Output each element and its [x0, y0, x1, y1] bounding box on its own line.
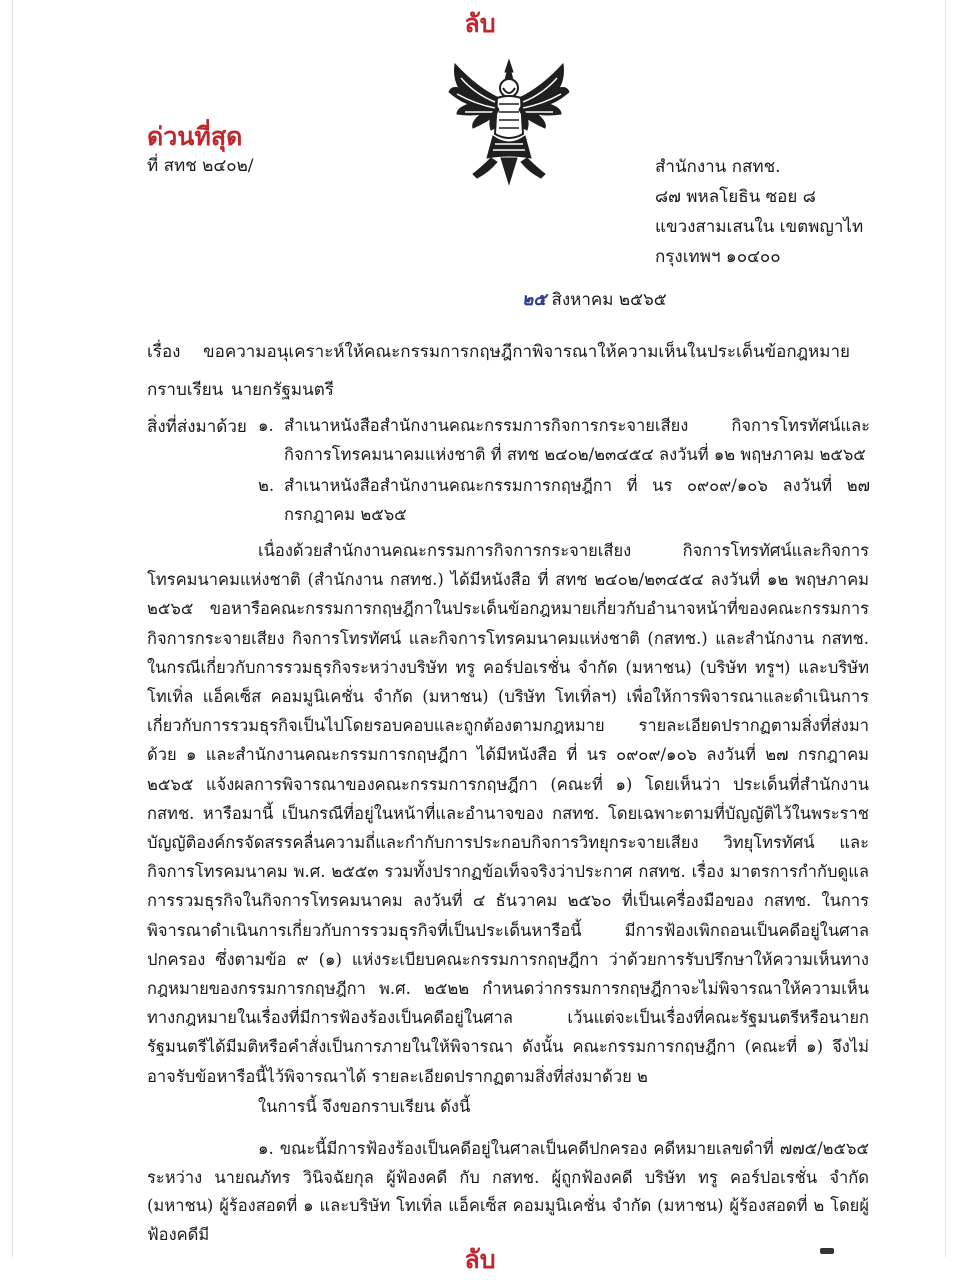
- enclosure-text: สำเนาหนังสือสำนักงานคณะกรรมการกฤษฎีกา ที่ นร ๐๙๐๙/๑๐๖ ลงวันที่ ๒๗ กรกฎาคม ๒๕๖๕: [284, 476, 870, 524]
- letter-date: [522, 286, 667, 313]
- date-day: ๒๕: [522, 290, 547, 310]
- subject-text: ขอความอนุเคราะห์ให้คณะกรรมการกฤษฎีกาพิจารณาให้ความเห็นในประเด็นข้อกฎหมาย: [203, 342, 850, 362]
- addressee-text: นายกรัฐมนตรี: [231, 380, 334, 400]
- enclosure-item: [258, 411, 870, 469]
- body-paragraph: เนื่องด้วยสำนักงานคณะกรรมการกิจการกระจายเสียง กิจการโทรทัศน์และกิจการโทรคมนาคมแห่งชาติ (สำนักงาน กสทช.) ได้มีหนังสือ ที่ สทช ๒๔๐๒/๒๓๔๕๔ ลงวันที่ ๑๒ พฤษภาคม ๒๕๖๕ ขอหารือคณะกรรมการกฤษฎีกาในประเด็นข้อกฎหมายเกี่ยวกับอำนาจหน้าที่ของคณะกรรมการกิจการกระจายเสียง กิจการโทรทัศน์ และกิจการโทรคมนาคมแห่งชาติ (กสทช.) และสำนักงาน กสทช. ในกรณีเกี่ยวกับการรวมธุรกิจระหว่างบริษัท ทรู คอร์ปอเรชั่น จำกัด (มหาชน) (บริษัท ทรูฯ) และบริษัท โทเทิ่ล แอ็คเซ็ส คอมมูนิเคชั่น จำกัด (มหาชน) (บริษัท โทเทิ่ลฯ) เพื่อให้การพิจารณาและดำเนินการเกี่ยวกับการรวมธุรกิจเป็นไปโดยรอบคอบและถูกต้องตามกฎหมาย รายละเอียดปรากฏตามสิ่งที่ส่งมาด้วย ๑ และสำนักงานคณะกรรมการกฤษฎีกา ได้มีหนังสือ ที่ นร ๐๙๐๙/๑๐๖ ลงวันที่ ๒๗ กรกฎาคม ๒๕๖๕ แจ้งผลการพิจารณาของคณะกรรมการกฤษฎีกา (คณะที่ ๑) โดยเห็นว่า ประเด็นที่สำนักงาน กสทช. หารือมานี้ เป็นกรณีที่อยู่ในหน้าที่และอำนาจของ กสทช. โดยเฉพาะตามที่บัญญัติไว้ในพระราชบัญญัติองค์กรจัดสรรคลื่นความถี่และกำกับการประกอบกิจการวิทยุกระจายเสียง วิทยุโทรทัศน์ และกิจการโทรคมนาคม พ.ศ. ๒๕๕๓ รวมทั้งปรากฏข้อเท็จจริงว่าประกาศ กสทช. เรื่อง มาตรการกำกับดูแลการรวมธุรกิจในกิจการโทรคมนาคม ลงวันที่ ๔ ธันวาคม ๒๕๖๐ ที่เป็นเครื่องมือของ กสทช. ในการพิจารณาดำเนินการเกี่ยวกับการรวมธุรกิจที่เป็นประเด็นหารือนี้ มีการฟ้องเพิกถอนเป็นคดีอยู่ในศาลปกครอง ซึ่งตามข้อ ๙ (๑) แห่งระเบียบคณะกรรมการกฤษฎีกา ว่าด้วยการรับปรึกษาให้ความเห็นทางกฎหมายของกรรมการกฤษฎีกา พ.ศ. ๒๕๒๒ กำหนดว่ากรรมการกฤษฎีกาจะไม่พิจารณาให้ความเห็นทางกฎหมายในเรื่องที่มีการฟ้องร้องเป็นคดีอยู่ในศาล เว้นแต่จะเป็นเรื่องที่คณะรัฐมนตรีหรือนายกรัฐมนตรีได้มีมติหรือคำสั่งเป็นการภายในให้พิจารณา ดังนั้น คณะกรรมการกฤษฎีกา (คณะที่ ๑) จึงไม่อาจรับข้อหารือนี้ไว้พิจารณาได้ รายละเอียดปรากฏตามสิ่งที่ส่งมาด้วย ๒: [147, 541, 869, 1086]
- classification-bottom: ลับ: [464, 1245, 496, 1274]
- enclosure-text: สำเนาหนังสือสำนักงานคณะกรรมการกิจการกระจายเสียง กิจการโทรทัศน์และกิจการโทรคมนาคมแห่งชาติ ที่ สทช ๒๔๐๒/๒๓๔๕๔ ลงวันที่ ๑๒ พฤษภาคม ๒๕๖๕: [284, 416, 870, 464]
- urgency-label: ด่วนที่สุด: [147, 122, 243, 151]
- addressee-label: กราบเรียน: [147, 380, 224, 400]
- enclosure-number: ๒.: [258, 476, 275, 495]
- address-line: แขวงสามเสนใน เขตพญาไท: [655, 217, 864, 237]
- enclosure-item: [258, 471, 870, 529]
- reference-number: ที่ สทช ๒๔๐๒/: [147, 156, 254, 176]
- classification-top: ลับ: [464, 9, 496, 38]
- enclosures-label: สิ่งที่ส่งมาด้วย: [147, 417, 247, 437]
- subject-label: เรื่อง: [147, 342, 181, 362]
- enclosure-number: ๑.: [258, 416, 274, 435]
- garuda-emblem-icon: [447, 58, 571, 186]
- closing-intro: ในการนี้ จึงขอกราบเรียน ดังนี้: [258, 1097, 471, 1116]
- address-line: ๘๗ พหลโยธิน ซอย ๘: [655, 187, 816, 207]
- date-month-year: สิงหาคม ๒๕๖๕: [551, 290, 667, 310]
- sender-address: [655, 152, 863, 272]
- numbered-item-1: ๑. ขณะนี้มีการฟ้องร้องเป็นคดีอยู่ในศาลเป็นคดีปกครอง คดีหมายเลขดำที่ ๗๗๕/๒๕๖๕ ระหว่าง นายณภัทร วินิจฉัยกุล ผู้ฟ้องคดี กับ กสทช. ผู้ถูกฟ้องคดี บริษัท ทรู คอร์ปอเรชั่น จำกัด (มหาชน) ผู้ร้องสอดที่ ๑ และบริษัท โทเทิ่ล แอ็คเซ็ส คอมมูนิเคชั่น จำกัด (มหาชน) ผู้ร้องสอดที่ ๒ โดยผู้ฟ้องคดีมี: [147, 1139, 869, 1244]
- page-mark: [820, 1248, 834, 1254]
- address-line: สำนักงาน กสทช.: [655, 157, 781, 177]
- address-line: กรุงเทพฯ ๑๐๔๐๐: [655, 247, 781, 267]
